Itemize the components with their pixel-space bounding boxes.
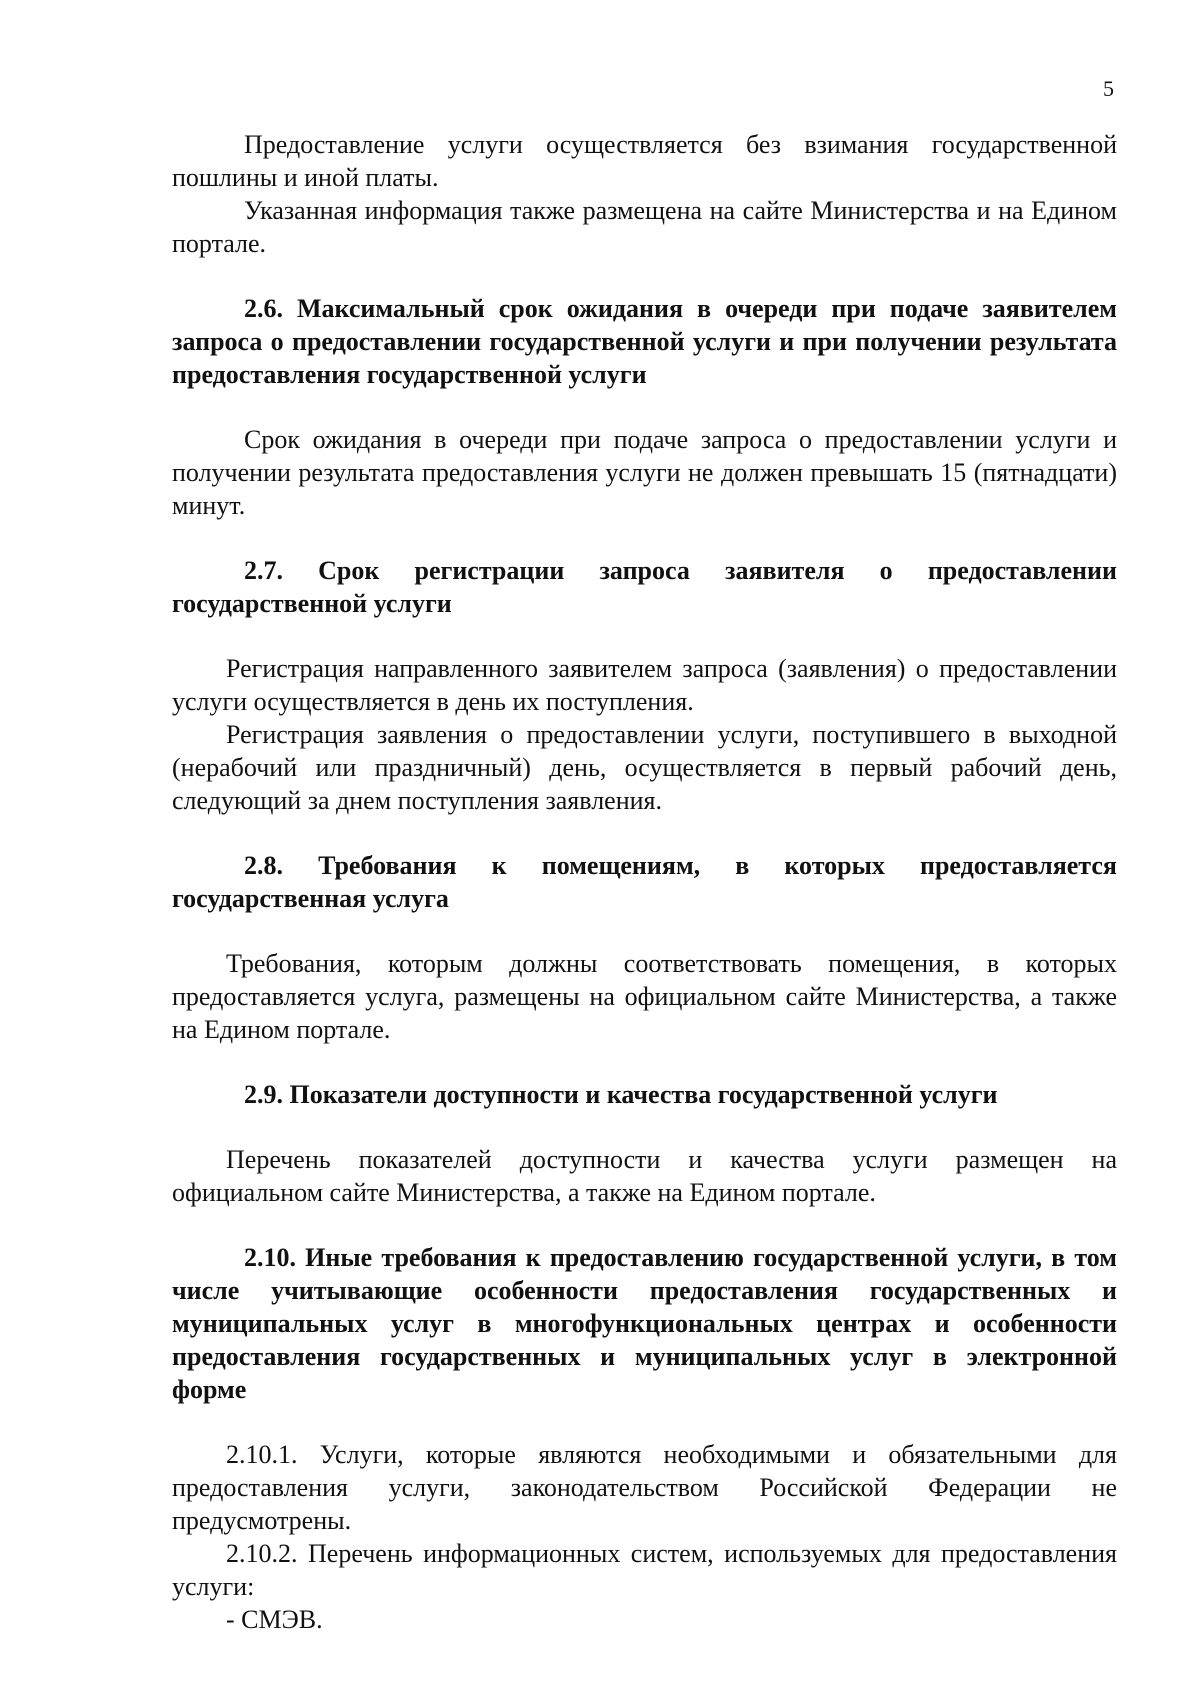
section-heading-2-9: 2.9. Показатели доступности и качества государственной услуги bbox=[244, 1080, 998, 1109]
paragraph-info-location: Указанная информация также размещена на сайте Министерства и на Едином портале. bbox=[172, 196, 1117, 258]
paragraph-2-10-1: 2.10.1. Услуги, которые являются необходимыми и обязательными для предоставления услуги, законодательством Российской Федерации не предусмотрены. bbox=[172, 1440, 1117, 1535]
paragraph-premises: Требования, которым должны соответствовать помещения, в которых предоставляется услуга, размещены на официальном сайте Министерства, а также на Едином портале. bbox=[172, 949, 1117, 1044]
paragraph-registration-1: Регистрация направленного заявителем запроса (заявления) о предоставлении услуги осуществляется в день их поступления. bbox=[172, 654, 1117, 716]
paragraph-accessibility: Перечень показателей доступности и качества услуги размещен на официальном сайте Министерства, а также на Едином портале. bbox=[172, 1145, 1117, 1207]
paragraph-2-10-2: 2.10.2. Перечень информационных систем, используемых для предоставления услуги: bbox=[172, 1539, 1117, 1601]
section-heading-2-10: 2.10. Иные требования к предоставлению государственной услуги, в том числе учитывающие особенности предоставления государственных и муниципальных услуг в многофункциональных центрах и особенности предоставления государственных и муниципальных услуг в электронной форме bbox=[172, 1243, 1117, 1404]
section-heading-2-6: 2.6. Максимальный срок ожидания в очереди при подаче заявителем запроса о предоставлении государственной услуги и при получении результата предоставления государственной услуги bbox=[172, 294, 1117, 389]
paragraph-registration-2: Регистрация заявления о предоставлении услуги, поступившего в выходной (нерабочий или праздничный) день, осуществляется в первый рабочий день, следующий за днем поступления заявления. bbox=[172, 720, 1117, 815]
section-heading-2-8: 2.8. Требования к помещениям, в которых предоставляется государственная услуга bbox=[172, 851, 1117, 913]
section-heading-2-7: 2.7. Срок регистрации запроса заявителя о предоставлении государственной услуги bbox=[172, 556, 1117, 618]
list-item-smev: - СМЭВ. bbox=[226, 1605, 323, 1634]
document-body bbox=[172, 128, 1117, 1636]
paragraph-waiting-time: Срок ожидания в очереди при подаче запроса о предоставлении услуги и получении результата предоставления услуги не должен превышать 15 (пятнадцати) минут. bbox=[172, 425, 1117, 520]
page-number: 5 bbox=[1103, 76, 1114, 101]
paragraph-fee: Предоставление услуги осуществляется без взимания государственной пошлины и иной платы. bbox=[172, 130, 1117, 192]
